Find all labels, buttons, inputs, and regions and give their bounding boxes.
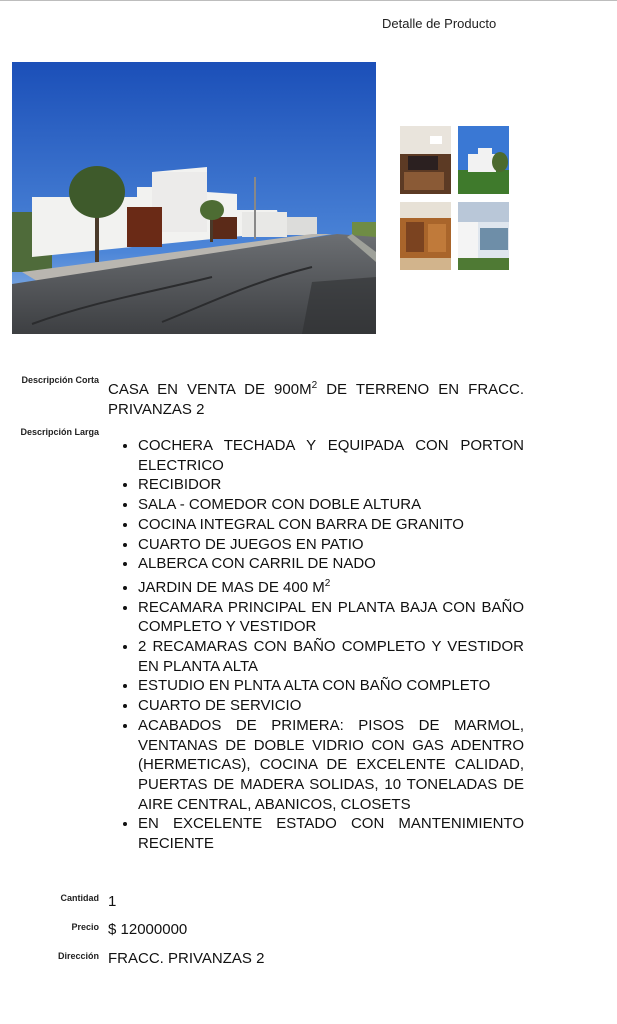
short-description-text-end: DE TERRENO EN FRACC. PRIVANZAS 2	[108, 381, 524, 418]
house-photo-illustration	[12, 62, 376, 334]
kitchen-thumbnail-image	[400, 126, 451, 194]
list-item: • RECIBIDOR	[138, 475, 524, 495]
list-item: • 2 RECAMARAS CON BAÑO COMPLETO Y VESTIDOR EN PLANTA ALTA	[138, 637, 524, 676]
wood-interior-thumbnail-image	[400, 202, 451, 270]
list-item: • CUARTO DE JUEGOS EN PATIO	[138, 535, 524, 555]
long-description-label: Descripción Larga	[20, 427, 99, 437]
address-label: Dirección	[57, 951, 99, 961]
list-item: • RECAMARA PRINCIPAL EN PLANTA BAJA CON BAÑO COMPLETO Y VESTIDOR	[138, 598, 524, 637]
list-item	[138, 574, 524, 598]
main-product-photo[interactable]	[12, 62, 376, 334]
quantity-value: 1	[108, 893, 117, 910]
short-description-label: Descripción Corta	[21, 375, 99, 385]
page-title: Detalle de Producto	[382, 16, 497, 31]
list-item: • COCINA INTEGRAL CON BARRA DE GRANITO	[138, 515, 524, 535]
price-value: $ 12000000	[108, 921, 188, 938]
thumbnail-1[interactable]	[400, 126, 451, 194]
list-item: • ALBERCA CON CARRIL DE NADO	[138, 554, 524, 574]
garden-feature-superscript: 2	[324, 577, 331, 589]
list-item: • ACABADOS DE PRIMERA: PISOS DE MARMOL, VENTANAS DE DOBLE VIDRIO CON GAS ADENTRO (HERMETICAS), COCINA DE EXCELENTE CALIDAD, PUERTAS DE MADERA SOLIDAS, 10 TONELADAS DE AIRE CENTRAL, ABANICOS, CLOSETS	[138, 716, 524, 815]
thumbnail-3[interactable]	[400, 202, 451, 270]
quantity-label: Cantidad	[60, 893, 99, 903]
short-description-text-start: CASA EN VENTA DE 900M	[108, 381, 312, 398]
top-divider	[0, 0, 617, 1]
list-item: • CUARTO DE SERVICIO	[138, 696, 524, 716]
price-label: Precio	[71, 922, 99, 932]
terrace-thumbnail-image	[458, 202, 509, 270]
thumbnail-4[interactable]	[458, 202, 509, 270]
list-item: • ESTUDIO EN PLNTA ALTA CON BAÑO COMPLETO	[138, 676, 524, 696]
list-item: • EN EXCELENTE ESTADO CON MANTENIMIENTO RECIENTE	[138, 814, 524, 853]
short-description-value	[108, 376, 524, 420]
list-item: • COCHERA TECHADA Y EQUIPADA CON PORTON ELECTRICO	[138, 436, 524, 475]
short-description-superscript: 2	[311, 380, 318, 391]
long-description-list	[108, 436, 524, 854]
garden-feature-text: JARDIN DE MAS DE 400 M	[138, 578, 325, 596]
garden-thumbnail-image	[458, 126, 509, 194]
list-item: • SALA - COMEDOR CON DOBLE ALTURA	[138, 495, 524, 515]
address-value: FRACC. PRIVANZAS 2	[108, 950, 265, 967]
thumbnail-2[interactable]	[458, 126, 509, 194]
